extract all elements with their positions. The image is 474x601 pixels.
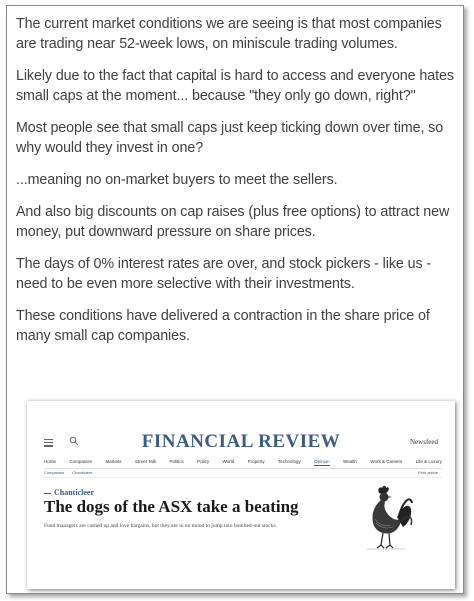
nav-item: Policy xyxy=(197,459,210,464)
print-label: Print article xyxy=(417,470,438,475)
newsfeed-link: Newsfeed xyxy=(410,438,438,446)
post-card xyxy=(6,5,464,594)
nav-item: World xyxy=(222,459,235,464)
nav-item: Street Talk xyxy=(134,459,157,464)
article-headline: The dogs of the ASX take a beating xyxy=(44,497,299,516)
nav-item: Life & Luxury xyxy=(415,459,442,464)
paragraph-1: The current market conditions we are seeing is that most companies are trading near 52-week lows, on miniscule trading volumes. xyxy=(16,16,442,52)
nav-item-active: Opinion xyxy=(314,459,330,464)
paragraph-7: These conditions have delivered a contraction in the share price of many small cap companies. xyxy=(16,308,430,344)
nav-item: Markets xyxy=(105,459,122,464)
divider xyxy=(44,468,442,469)
nav-bar xyxy=(44,459,442,466)
paragraph-3: Most people see that small caps just keep ticking down over time, so why would they invest in one? xyxy=(16,120,444,156)
nav-item: Home xyxy=(44,459,57,464)
paragraph-2: Likely due to the fact that capital is hard to access and everyone hates small caps at the moment... because "they only go down, right?" xyxy=(16,68,454,104)
paragraph-6: The days of 0% interest rates are over, and stock pickers - like us - need to be even more selective with their investments. xyxy=(16,256,432,292)
breadcrumb xyxy=(44,470,92,475)
masthead: FINANCIAL REVIEW xyxy=(141,431,341,452)
divider xyxy=(44,477,442,478)
rooster-illustration xyxy=(357,483,413,553)
nav-item: Property xyxy=(247,459,265,464)
breadcrumb-item: Companies xyxy=(44,470,65,475)
nav-item: Technology xyxy=(277,459,301,464)
post-body xyxy=(16,14,456,358)
nav-item: Work & Careers xyxy=(370,459,403,464)
paragraph-5: And also big discounts on cap raises (plus free options) to attract new money, put downward pressure on share prices. xyxy=(16,204,450,240)
newspaper-clipping-image[interactable] xyxy=(27,401,455,589)
paragraph-4: ...meaning no on-market buyers to meet the sellers. xyxy=(16,172,338,188)
breadcrumb-item: Chanticleer xyxy=(72,470,93,475)
article-kicker: Chanticleer xyxy=(44,488,94,497)
nav-item: Politics xyxy=(169,459,184,464)
article-standfirst: Fund managers are cashed up and love bargains, but they are in no mood to jump into bombed-out stocks. xyxy=(44,523,277,529)
nav-item: Companies xyxy=(69,459,93,464)
nav-item: Wealth xyxy=(343,459,357,464)
